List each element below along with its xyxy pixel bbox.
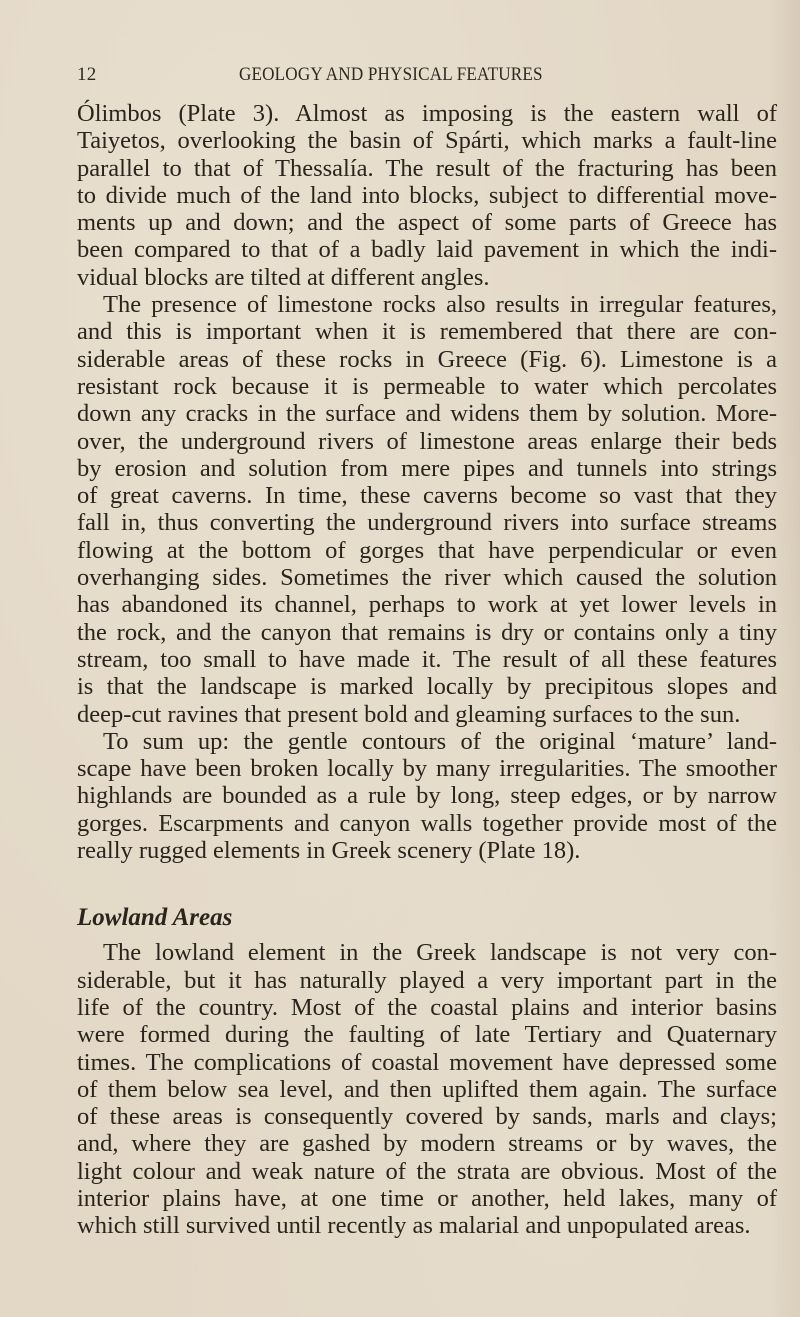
text-line: siderable areas of these rocks in Greece (Fig. 6). Limestone is a [77,345,777,373]
text-line: of these areas is consequently covered by sands, marls and clays; [77,1103,777,1131]
text-line: To sum up: the gentle contours of the original ‘mature’ land- [103,727,777,755]
paragraph-lowland [77,939,777,1239]
text-line: of them below sea level, and then uplifted them again. The surface [77,1075,777,1103]
page-number: 12 [77,64,97,85]
text-line: been compared to that of a badly laid pavement in which the indi- [77,236,777,264]
text-line: really rugged elements in Greek scenery (Plate 18). [77,837,581,865]
text-line: overhanging sides. Sometimes the river which caused the solution [77,564,777,592]
text-line: of great caverns. In time, these caverns become so vast that they [77,482,777,510]
section-heading: Lowland Areas [77,904,233,932]
paragraph-summary [77,728,777,864]
text-line: deep-cut ravines that present bold and gleaming surfaces to the sun. [77,700,741,728]
text-line: Ólimbos (Plate 3). Almost as imposing is the eastern wall of [77,100,777,127]
text-line: were formed during the faulting of late Tertiary and Quaternary [77,1021,777,1049]
text-line: interior plains have, at one time or another, held lakes, many of [77,1184,777,1212]
text-line: to divide much of the land into blocks, subject to differential move- [77,181,777,209]
text-line: vidual blocks are tilted at different angles. [77,263,490,291]
text-line: which still survived until recently as malarial and unpopulated areas. [77,1212,751,1240]
running-head-title: GEOLOGY AND PHYSICAL FEATURES [239,64,543,85]
text-line: scape have been broken locally by many irregularities. The smoother [77,755,777,783]
text-line: the rock, and the canyon that remains is dry or contains only a tiny [77,618,777,646]
text-line: The lowland element in the Greek landscape is not very con- [103,939,777,967]
text-line: stream, too small to have made it. The result of all these features [77,645,777,673]
text-line: ments up and down; and the aspect of some parts of Greece has [77,209,777,237]
text-line: life of the country. Most of the coastal plains and interior basins [77,993,777,1021]
text-line: flowing at the bottom of gorges that have perpendicular or even [77,536,777,564]
text-line: times. The complications of coastal movement have depressed some [77,1048,777,1076]
running-head [77,64,777,90]
text-line: and this is important when it is remembered that there are con- [77,318,777,346]
text-line: gorges. Escarpments and canyon walls together provide most of the [77,809,777,837]
text-line: and, where they are gashed by modern streams or by waves, the [77,1130,777,1158]
text-line: by erosion and solution from mere pipes and tunnels into strings [77,454,777,482]
paragraph-limestone [77,291,777,728]
paragraph-faulting [77,100,777,291]
text-line: highlands are bounded as a rule by long, steep edges, or by narrow [77,782,777,810]
text-line: is that the landscape is marked locally by precipitous slopes and [77,673,777,701]
text-line: parallel to that of Thessalía. The result of the fracturing has been [77,154,777,182]
text-line: resistant rock because it is permeable to water which percolates [77,372,777,400]
text-line: Taiyetos, overlooking the basin of Spárti, which marks a fault-line [77,127,777,155]
text-line: light colour and weak nature of the strata are obvious. Most of the [77,1157,777,1185]
text-line: fall in, thus converting the underground rivers into surface streams [77,509,777,537]
text-line: over, the underground rivers of limestone areas enlarge their beds [77,427,777,455]
text-line: has abandoned its channel, perhaps to work at yet lower levels in [77,591,777,619]
body-text [77,100,777,1240]
text-line: siderable, but it has naturally played a very important part in the [77,966,777,994]
text-line: down any cracks in the surface and widens them by solution. More- [77,400,777,428]
text-line: The presence of limestone rocks also results in irregular features, [103,291,777,319]
